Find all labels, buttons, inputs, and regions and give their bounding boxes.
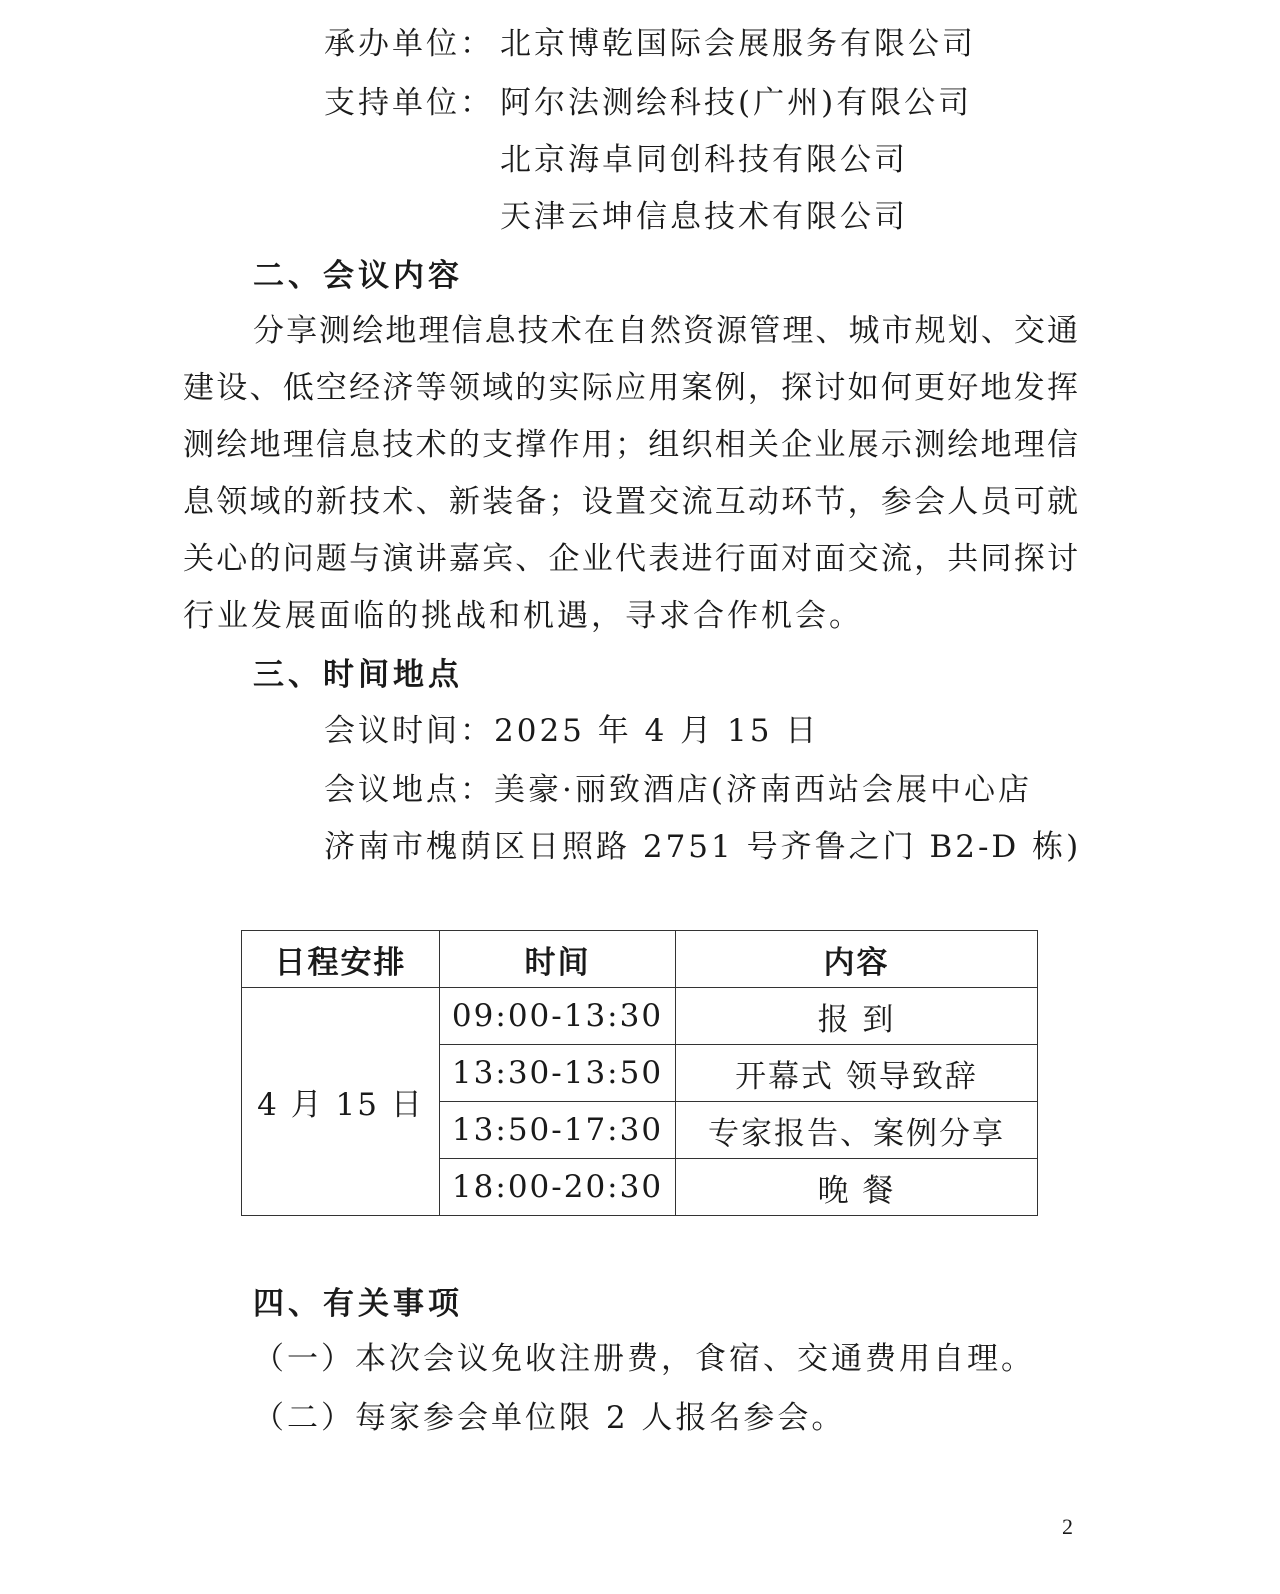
content-paragraph-line: 行业发展面临的挑战和机遇，寻求合作机会。 (183, 598, 863, 634)
header-time: 时间 (440, 931, 676, 988)
row-time: 13:50-17:30 (440, 1102, 676, 1159)
section-heading-matters: 四、有关事项 (253, 1286, 463, 1322)
schedule-table (241, 930, 1038, 1216)
content-paragraph-line: 测绘地理信息技术的支撑作用；组织相关企业展示测绘地理信 (183, 427, 1078, 463)
table-row (242, 988, 1038, 1045)
row-time: 13:30-13:50 (440, 1045, 676, 1102)
undertaker-name: 北京博乾国际会展服务有限公司 (500, 26, 976, 62)
meeting-place-line2: 济南市槐荫区日照路 2751 号齐鲁之门 B2-D 栋) (324, 829, 1082, 865)
meeting-time: 会议时间：2025 年 4 月 15 日 (324, 713, 820, 749)
matter-item-2: （二）每家参会单位限 2 人报名参会。 (253, 1400, 846, 1436)
supporter-1: 阿尔法测绘科技(广州)有限公司 (500, 85, 973, 121)
schedule-date: 4 月 15 日 (242, 988, 440, 1216)
supporter-3: 天津云坤信息技术有限公司 (500, 199, 908, 235)
row-content: 晚 餐 (676, 1159, 1038, 1216)
section-heading-time-place: 三、时间地点 (253, 657, 463, 693)
page-number: 2 (1062, 1514, 1073, 1539)
header-schedule: 日程安排 (242, 931, 440, 988)
row-content: 专家报告、案例分享 (676, 1102, 1038, 1159)
content-paragraph-line: 分享测绘地理信息技术在自然资源管理、城市规划、交通 (253, 313, 1078, 349)
row-content: 开幕式 领导致辞 (676, 1045, 1038, 1102)
row-time: 18:00-20:30 (440, 1159, 676, 1216)
undertaker-label: 承办单位： (324, 26, 494, 62)
content-paragraph-line: 关心的问题与演讲嘉宾、企业代表进行面对面交流，共同探讨 (183, 541, 1078, 577)
section-heading-content: 二、会议内容 (253, 258, 463, 294)
header-content: 内容 (676, 931, 1038, 988)
row-time: 09:00-13:30 (440, 988, 676, 1045)
row-content: 报 到 (676, 988, 1038, 1045)
content-paragraph-line: 息领域的新技术、新装备；设置交流互动环节，参会人员可就 (183, 484, 1078, 520)
matter-item-1: （一）本次会议免收注册费，食宿、交通费用自理。 (253, 1341, 1035, 1377)
support-label: 支持单位： (324, 85, 494, 121)
meeting-place-line1: 会议地点：美豪·丽致酒店(济南西站会展中心店 (324, 772, 1032, 808)
table-header-row (242, 931, 1038, 988)
content-paragraph-line: 建设、低空经济等领域的实际应用案例，探讨如何更好地发挥 (183, 370, 1078, 406)
supporter-2: 北京海卓同创科技有限公司 (500, 142, 908, 178)
